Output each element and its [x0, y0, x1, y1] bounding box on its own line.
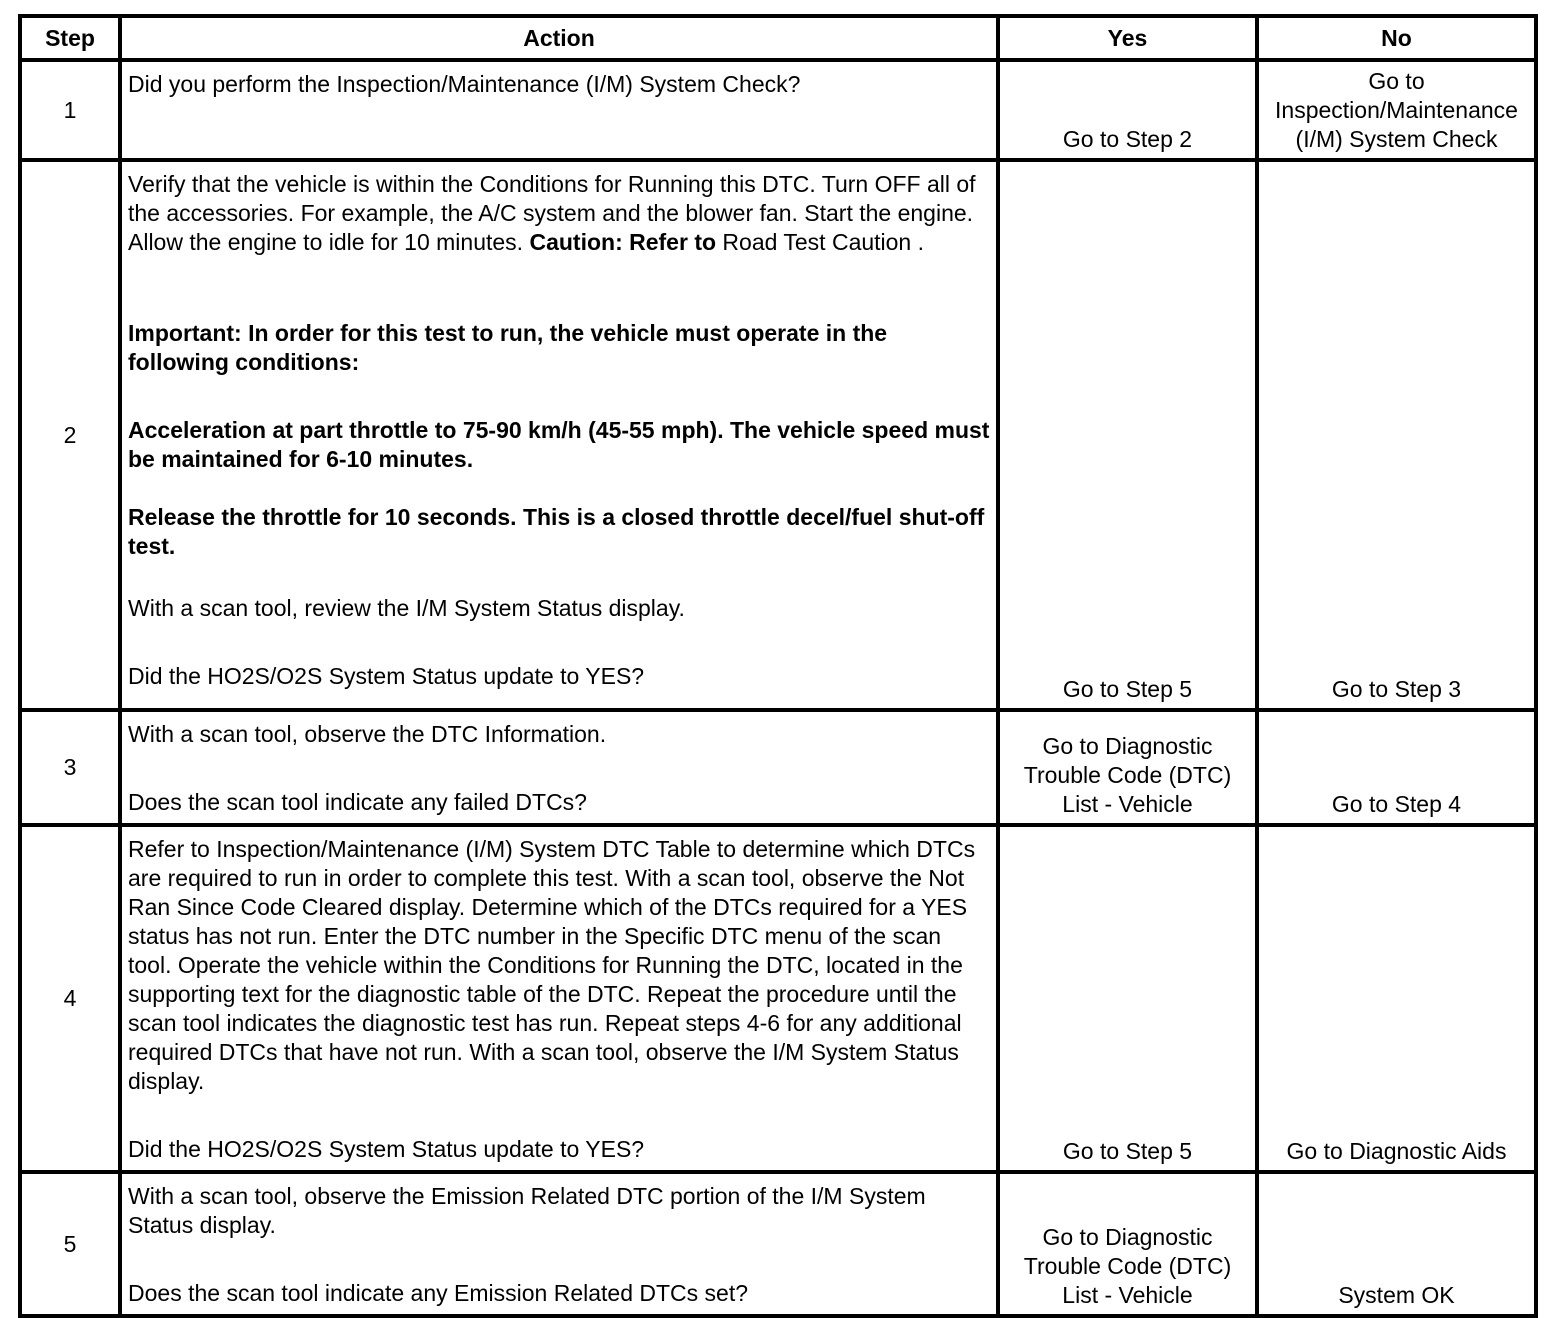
important-note: Important: In order for this test to run, the vehicle must operate in the following conditions:: [128, 320, 888, 375]
yes-result[interactable]: Go to Step 5: [998, 825, 1257, 1172]
yes-result[interactable]: Go to Diagnostic Trouble Code (DTC) List - Vehicle: [998, 1172, 1257, 1316]
table-row-step-2: [20, 160, 1536, 710]
action-question: Did the HO2S/O2S System Status update to YES?: [128, 1136, 645, 1162]
action-cell: [120, 160, 998, 710]
step-number: 5: [20, 1172, 120, 1316]
caution-end: .: [917, 229, 925, 255]
action-instruction: With a scan tool, observe the DTC Information.: [128, 721, 607, 747]
action-question: Did the HO2S/O2S System Status update to YES?: [128, 663, 645, 689]
step-number: 4: [20, 825, 120, 1172]
no-result[interactable]: Go to Step 4: [1257, 710, 1536, 825]
condition-acceleration: Acceleration at part throttle to 75-90 km/h (45-55 mph). The vehicle speed must be maintained for 6-10 minutes.: [128, 417, 990, 472]
action-intro: Verify that the vehicle is within the Conditions for Running this DTC. Turn OFF all of the accessories. For example, the A/C system and the blower fan. Start the engine. Allow the engine to idle for 10 minutes.: [128, 171, 976, 255]
action-cell: [120, 60, 998, 160]
no-result[interactable]: Go to Diagnostic Aids: [1257, 825, 1536, 1172]
table-row-step-5: [20, 1172, 1536, 1316]
action-instruction: With a scan tool, observe the Emission Related DTC portion of the I/M System Status display.: [128, 1183, 926, 1238]
action-question: Did you perform the Inspection/Maintenance (I/M) System Check?: [128, 71, 801, 97]
action-cell: [120, 825, 998, 1172]
header-step: Step: [20, 16, 120, 60]
action-question: Does the scan tool indicate any failed DTCs?: [128, 789, 587, 815]
step-number: 1: [20, 60, 120, 160]
action-instruction: With a scan tool, review the I/M System Status display.: [128, 595, 685, 621]
header-action: Action: [120, 16, 998, 60]
yes-result[interactable]: Go to Step 2: [998, 60, 1257, 160]
no-result[interactable]: System OK: [1257, 1172, 1536, 1316]
header-no: No: [1257, 16, 1536, 60]
caution-link[interactable]: Road Test Caution: [722, 229, 912, 255]
action-cell: [120, 1172, 998, 1316]
no-result[interactable]: Go to Inspection/Maintenance (I/M) System Check: [1257, 60, 1536, 160]
table-row-step-4: [20, 825, 1536, 1172]
action-cell: [120, 710, 998, 825]
yes-result[interactable]: Go to Diagnostic Trouble Code (DTC) List - Vehicle: [998, 710, 1257, 825]
table-row-step-1: [20, 60, 1536, 160]
step-number: 2: [20, 160, 120, 710]
action-question: Does the scan tool indicate any Emission Related DTCs set?: [128, 1280, 749, 1306]
step-number: 3: [20, 710, 120, 825]
header-yes: Yes: [998, 16, 1257, 60]
no-result[interactable]: Go to Step 3: [1257, 160, 1536, 710]
action-instruction: Refer to Inspection/Maintenance (I/M) System DTC Table to determine which DTCs are required to run in order to complete this test. With a scan tool, observe the Not Ran Since Code Cleared display. Determine which of the DTCs required for a YES status has not run. Enter the DTC number in the Specific DTC menu of the scan tool. Operate the vehicle within the Conditions for Running the DTC, located in the supporting text for the diagnostic table of the DTC. Repeat the procedure until the scan tool indicates the diagnostic test has run. Repeat steps 4-6 for any additional required DTCs that have not run. With a scan tool, observe the I/M System Status display.: [128, 836, 976, 1094]
caution-text: Refer to: [629, 229, 717, 255]
condition-release-throttle: Release the throttle for 10 seconds. This is a closed throttle decel/fuel shut-off test.: [128, 504, 985, 559]
yes-result[interactable]: Go to Step 5: [998, 160, 1257, 710]
table-header-row: [20, 16, 1536, 60]
caution-label: Caution:: [529, 229, 623, 255]
diagnostic-table: [18, 14, 1538, 1318]
table-row-step-3: [20, 710, 1536, 825]
